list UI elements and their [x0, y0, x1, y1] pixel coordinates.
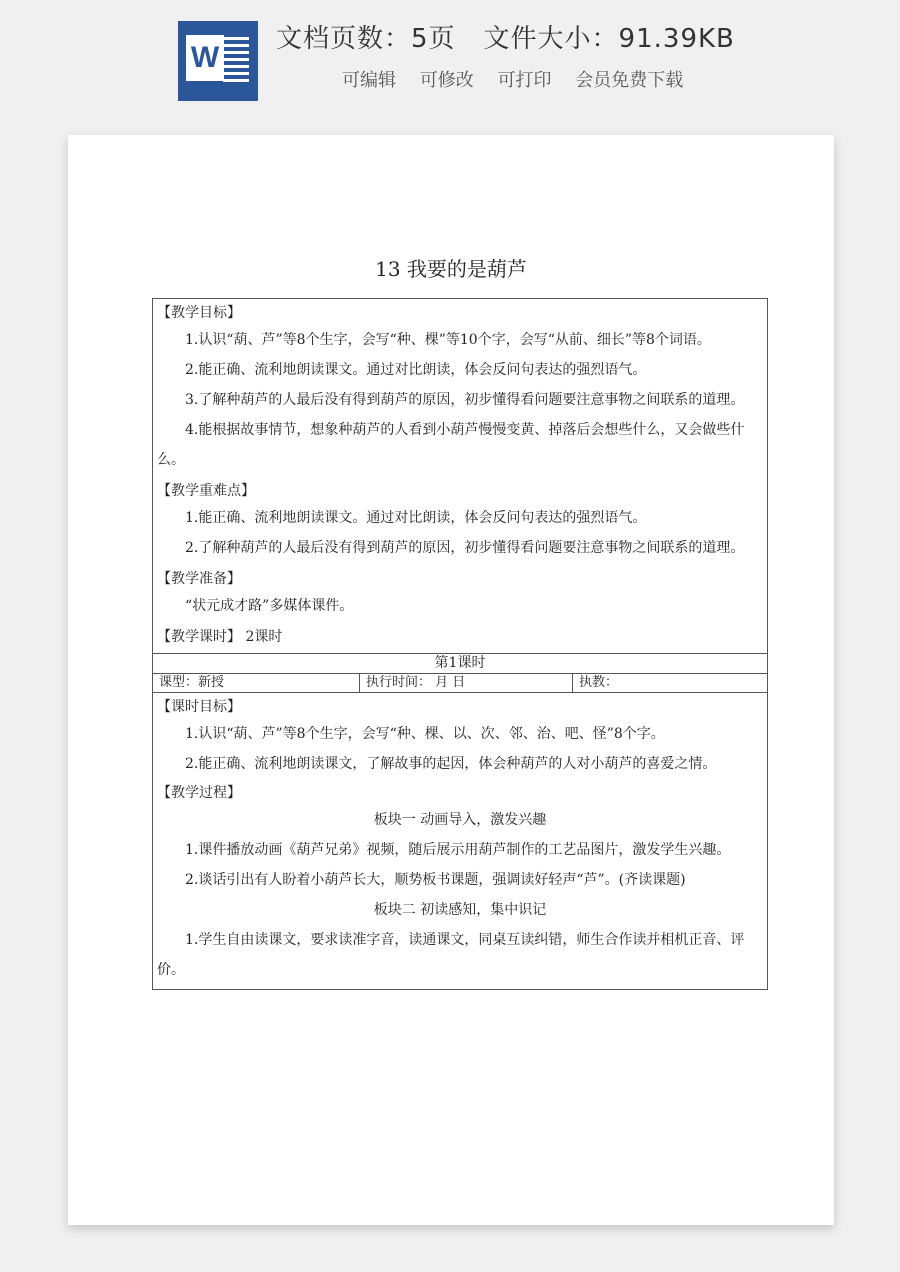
- lesson-goals-heading: 【课时目标】: [157, 699, 241, 715]
- word-doc-icon: [178, 21, 258, 101]
- block-title: 板块一 动画导入，激发兴趣: [373, 812, 547, 828]
- page-count: 文档页数：5页: [276, 24, 456, 54]
- page-title: 13 我要的是葫芦: [375, 257, 527, 281]
- lesson-plan-table: [152, 298, 768, 990]
- feature-editable: 可编辑: [342, 70, 396, 91]
- goal-item: 1.认识“葫、芦”等8个生字，会写“种、棵”等10个字，会写“从前、细长”等8个词语。: [185, 332, 711, 348]
- overview-section: [153, 299, 767, 653]
- key-point: 2.了解种葫芦的人最后没有得到葫芦的原因，初步懂得看问题要注意事物之间联系的道理。: [185, 540, 745, 556]
- feature-printable: 可打印: [497, 70, 552, 91]
- block-item: 1.课件播放动画《葫芦兄弟》视频，随后展示用葫芦制作的工艺品图片，激发学生兴趣。: [185, 842, 731, 858]
- prep-heading: 【教学准备】: [157, 571, 241, 587]
- download-header: [0, 0, 900, 130]
- file-size: 文件大小：91.39KB: [483, 24, 735, 54]
- goal-item: 4.能根据故事情节，想象种葫芦的人看到小葫芦慢慢变黄、掉落后会想些什么，又会做些什么。: [157, 422, 745, 468]
- lesson-number-row: 第1课时: [153, 653, 767, 674]
- lesson-info-row: [153, 674, 767, 693]
- key-heading: 【教学重难点】: [157, 483, 255, 499]
- feature-member-download[interactable]: 会员免费下载: [575, 70, 684, 91]
- doc-meta: [276, 18, 735, 55]
- lesson-goal-item: 1.认识“葫、芦”等8个生字，会写“种、棵、以、次、邻、治、吧、怪”8个字。: [185, 726, 665, 742]
- word-letter: W: [186, 35, 224, 81]
- lesson-type: 课型：新授: [153, 674, 360, 692]
- goals-heading: 【教学目标】: [157, 305, 241, 321]
- hours-text: 【教学课时】 2课时: [157, 629, 283, 645]
- lesson-teacher: 执教：: [579, 675, 619, 690]
- goal-item: 3.了解种葫芦的人最后没有得到葫芦的原因，初步懂得看问题要注意事物之间联系的道理。: [185, 392, 745, 408]
- block-item: 2.谈话引出有人盼着小葫芦长大，顺势板书课题，强调读好轻声“芦”。(齐读课题): [185, 872, 686, 888]
- block-title: 板块二 初读感知，集中识记: [373, 902, 547, 918]
- feature-list: [342, 66, 693, 92]
- goal-item: 2.能正确、流利地朗读课文。通过对比朗读，体会反问句表达的强烈语气。: [185, 362, 647, 378]
- lesson-section: [153, 693, 767, 989]
- lesson-time: 执行时间： 月 日: [360, 674, 573, 692]
- document-page: [68, 135, 834, 1225]
- key-point: 1.能正确、流利地朗读课文。通过对比朗读，体会反问句表达的强烈语气。: [185, 510, 647, 526]
- feature-modifiable: 可修改: [419, 70, 474, 91]
- lesson-goal-item: 2.能正确、流利地朗读课文，了解故事的起因，体会种葫芦的人对小葫芦的喜爱之情。: [185, 756, 717, 772]
- prep-text: “状元成才路”多媒体课件。: [185, 598, 354, 614]
- block-item: 1.学生自由读课文，要求读准字音，读通课文，同桌互读纠错，师生合作读并相机正音、评价。: [157, 932, 745, 978]
- process-heading: 【教学过程】: [157, 785, 241, 801]
